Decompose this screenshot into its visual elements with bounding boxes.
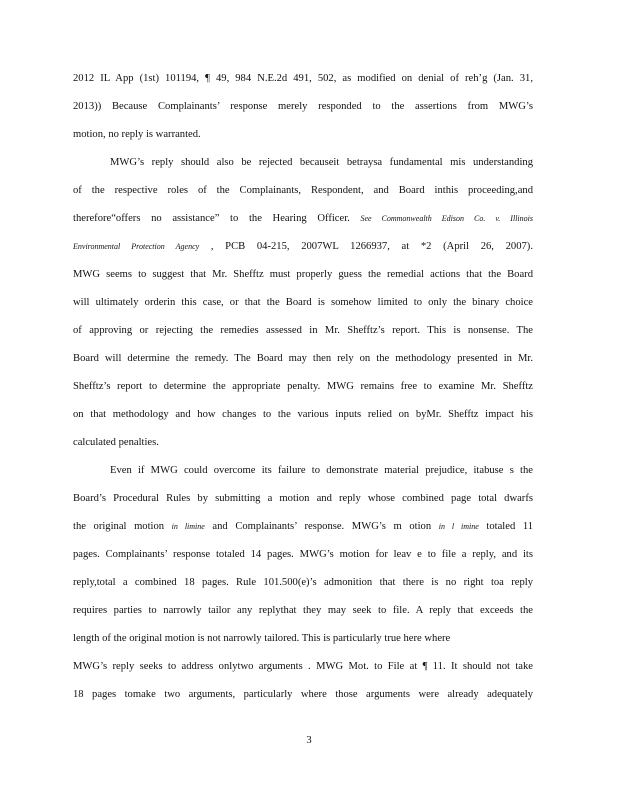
text-line <box>110 464 533 478</box>
text-line <box>73 492 533 506</box>
text-line <box>73 548 533 562</box>
text-line <box>73 408 533 422</box>
text-line <box>73 660 533 674</box>
text-line <box>73 520 533 534</box>
text-segment: pages. Complainants’ response totaled 14 pages. MWG’s motion for leav e to file a reply, and its <box>73 549 533 560</box>
text-segment: of the respective roles of the Complainants, Respondent, and Board inthis proceeding,and <box>73 185 533 196</box>
text-line <box>73 352 533 366</box>
text-line <box>73 212 533 226</box>
text-segment: of approving or rejecting the remedies assessed in Mr. Shefftz’s report. This is nonsense. The <box>73 325 533 336</box>
italic-citation: in l imine <box>438 522 479 531</box>
text-segment: the original motion <box>73 521 172 532</box>
text-line <box>73 240 533 254</box>
text-segment: MWG’s reply seeks to address onlytwo arguments . MWG Mot. to File at ¶ 11. It should not take <box>73 661 533 672</box>
italic-citation: in limine <box>171 522 205 531</box>
text-line <box>73 296 533 310</box>
text-segment: motion, no reply is warranted. <box>73 129 201 140</box>
text-segment: Board will determine the remedy. The Board may then rely on the methodology presented in Mr. <box>73 353 533 364</box>
italic-citation: See Commonwealth Edison Co. v. Illinois <box>360 214 533 223</box>
text-segment: therefore“offers no assistance” to the Hearing Officer. <box>73 213 361 224</box>
text-line <box>110 156 533 170</box>
text-line <box>73 380 533 394</box>
text-segment: 2012 IL App (1st) 101194, ¶ 49, 984 N.E.2d 491, 502, as modified on denial of reh’g (Jan. 31, <box>73 73 533 84</box>
text-segment: Board’s Procedural Rules by submitting a motion and reply whose combined page total dwarfs <box>73 493 533 504</box>
text-segment: , PCB 04-215, 2007WL 1266937, at *2 (April 26, 2007). <box>199 241 533 252</box>
text-segment: totaled 11 <box>478 521 534 532</box>
text-segment: requires parties to narrowly tailor any replythat they may seek to file. A reply that exceeds the <box>73 605 533 616</box>
text-segment: will ultimately orderin this case, or that the Board is somehow limited to only the binary choice <box>73 297 533 308</box>
text-line <box>73 268 533 282</box>
text-line <box>73 688 533 702</box>
text-line <box>73 604 533 618</box>
text-segment: on that methodology and how changes to the various inputs relied on byMr. Shefftz impact his <box>73 409 533 420</box>
text-line <box>73 184 533 198</box>
text-segment: MWG’s reply should also be rejected becauseit betraysa fundamental mis understanding <box>110 157 533 168</box>
text-segment: MWG seems to suggest that Mr. Shefftz must properly guess the remedial actions that the Board <box>73 269 533 280</box>
text-line <box>73 576 533 590</box>
page-number: 3 <box>306 735 312 746</box>
italic-citation: Environmental Protection Agency <box>73 242 200 251</box>
text-line <box>73 632 533 646</box>
text-line <box>73 324 533 338</box>
text-line <box>73 436 533 450</box>
text-segment: Shefftz’s report to determine the appropriate penalty. MWG remains free to examine Mr. Shefftz <box>73 381 533 392</box>
text-segment: Even if MWG could overcome its failure to demonstrate material prejudice, itabuse s the <box>110 465 533 476</box>
text-line <box>73 100 533 114</box>
text-segment: 2013)) Because Complainants’ response merely responded to the assertions from MWG’s <box>73 101 533 112</box>
text-segment: and Complainants’ response. MWG’s m otion <box>204 521 439 532</box>
text-segment: 18 pages tomake two arguments, particularly where those arguments were already adequately <box>73 689 533 700</box>
text-segment: length of the original motion is not narrowly tailored. This is particularly true here where <box>73 633 451 644</box>
text-line <box>73 72 533 86</box>
text-line <box>73 128 533 142</box>
text-segment: reply,total a combined 18 pages. Rule 101.500(e)’s admonition that there is no right toa reply <box>73 577 533 588</box>
text-segment: calculated penalties. <box>73 437 159 448</box>
